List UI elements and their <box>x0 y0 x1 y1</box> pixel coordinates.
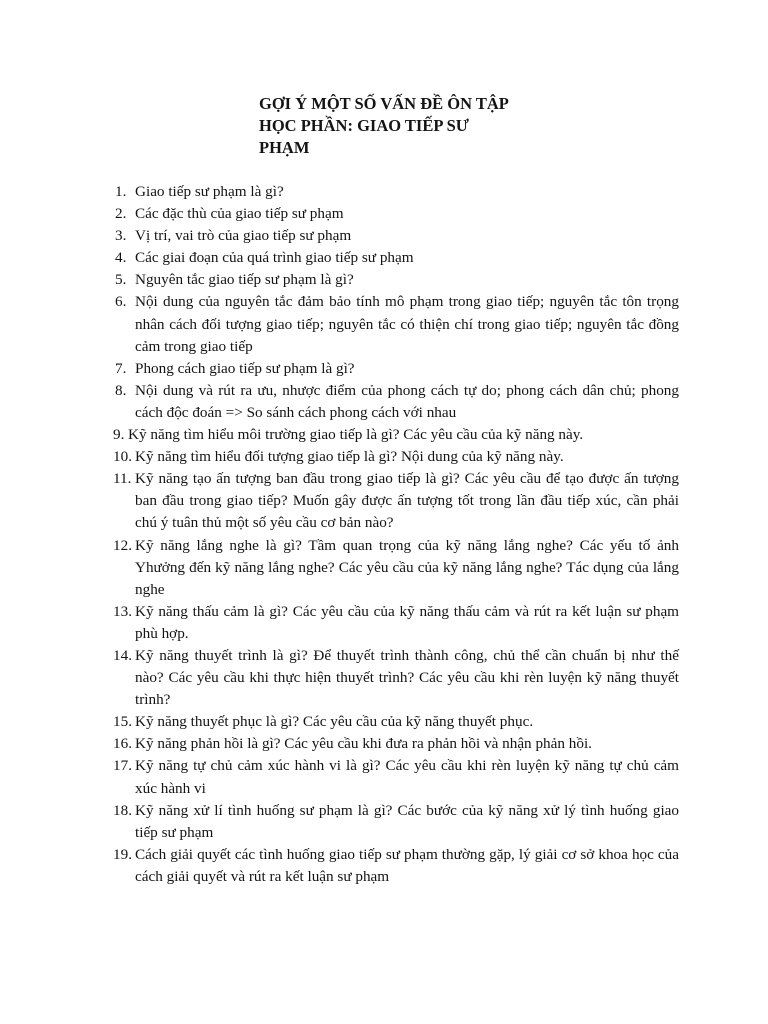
question-text: Vị trí, vai trò của giao tiếp sư phạm <box>135 227 352 245</box>
question-text: Kỹ năng tạo ấn tượng ban đầu trong giao tiếp là gì? Các yêu cầu để tạo được ấn tượng ban đầu trong giao tiếp? Muốn gây được ấn tượng tốt trong lần đầu tiếp xúc, cần phải chú ý tuân thủ một số yêu cầu cơ bản nào? <box>135 470 679 532</box>
question-number: 11. <box>113 470 132 488</box>
title-line-3: PHẠM <box>259 138 310 157</box>
question-number: 2. <box>115 205 127 223</box>
list-item <box>0 446 768 468</box>
list-item <box>0 711 768 733</box>
list-item <box>0 247 768 269</box>
list-item <box>0 181 768 203</box>
question-text: Kỹ năng thấu cảm là gì? Các yêu cầu của kỹ năng thấu cảm và rút ra kết luận sư phạm phù hợp. <box>135 602 679 642</box>
question-number: 13. <box>113 602 132 620</box>
question-text: Nguyên tắc giao tiếp sư phạm là gì? <box>135 271 354 289</box>
list-item <box>0 645 768 711</box>
question-text: Phong cách giao tiếp sư phạm là gì? <box>135 359 355 377</box>
question-text: Kỹ năng lắng nghe là gì? Tầm quan trọng của kỹ năng lắng nghe? Các yếu tố ảnh Yhưởng đến kỹ năng lắng nghe? Các yêu cầu của kỹ năng lắng nghe? Tác dụng của lắng nghe <box>135 536 679 598</box>
list-item <box>0 358 768 380</box>
document-title <box>259 93 519 159</box>
question-number: 10. <box>113 448 132 466</box>
question-list <box>0 181 768 888</box>
question-number: 5. <box>115 271 127 289</box>
list-item <box>0 733 768 755</box>
list-item <box>0 291 768 357</box>
list-item <box>0 601 768 645</box>
question-text: Kỹ năng thuyết phục là gì? Các yêu cầu của kỹ năng thuyết phục. <box>135 713 534 731</box>
question-text: Kỹ năng tìm hiểu môi trường giao tiếp là gì? Các yêu cầu của kỹ năng này. <box>128 426 584 444</box>
question-text: Kỹ năng phản hồi là gì? Các yêu cầu khi đưa ra phản hồi và nhận phản hồi. <box>135 735 592 753</box>
question-number: 17. <box>113 757 132 775</box>
list-item <box>0 844 768 888</box>
question-text: Kỹ năng tìm hiểu đối tượng giao tiếp là gì? Nội dung của kỹ năng này. <box>135 448 564 466</box>
title-line-2: HỌC PHẦN: GIAO TIẾP SƯ <box>259 116 469 135</box>
question-number: 6. <box>115 293 127 311</box>
question-text: Các đặc thù của giao tiếp sư phạm <box>135 205 344 223</box>
question-number: 3. <box>115 227 127 245</box>
question-number: 14. <box>113 646 132 664</box>
question-text: Kỹ năng xử lí tình huống sư phạm là gì? Các bước của kỹ năng xử lý tình huống giao tiếp sư phạm <box>135 801 679 841</box>
list-item <box>0 800 768 844</box>
question-text: Kỹ năng tự chủ cảm xúc hành vi là gì? Các yêu cầu khi rèn luyện kỹ năng tự chủ cảm xúc hành vi <box>135 757 679 797</box>
list-item <box>0 468 768 534</box>
question-number: 18. <box>113 801 132 819</box>
title-line-1: GỢI Ý MỘT SỐ VẤN ĐỀ ÔN TẬP <box>259 94 509 113</box>
question-number: 7. <box>115 359 127 377</box>
list-item <box>0 755 768 799</box>
question-number: 15. <box>113 713 132 731</box>
question-number: 9. <box>113 426 125 444</box>
question-number: 16. <box>113 735 132 753</box>
question-number: 8. <box>115 381 127 399</box>
question-text: Nội dung của nguyên tắc đảm bảo tính mô phạm trong giao tiếp; nguyên tắc tôn trọng nhân cách đối tượng giao tiếp; nguyên tắc có thiện chí trong giao tiếp; nguyên tắc đồng cảm trong giao tiếp <box>135 293 679 355</box>
question-number: 12. <box>113 536 132 554</box>
question-number: 4. <box>115 249 127 267</box>
question-text: Nội dung và rút ra ưu, nhược điểm của phong cách tự do; phong cách dân chủ; phong cách độc đoán => So sánh cách phong cách với nhau <box>135 381 679 421</box>
list-item <box>0 203 768 225</box>
question-text: Các giai đoạn của quá trình giao tiếp sư phạm <box>135 249 414 267</box>
question-text: Cách giải quyết các tình huống giao tiếp sư phạm thường gặp, lý giải cơ sở khoa học của cách giải quyết và rút ra kết luận sư phạm <box>135 845 679 885</box>
question-text: Kỹ năng thuyết trình là gì? Để thuyết trình thành công, chủ thể cần chuẩn bị như thế nào? Các yêu cầu khi thực hiện thuyết trình? Các yêu cầu khi rèn luyện kỹ năng thuyết trình? <box>135 646 679 709</box>
list-item <box>0 269 768 291</box>
list-item <box>0 380 768 424</box>
question-number: 1. <box>115 183 127 200</box>
question-text: Giao tiếp sư phạm là gì? <box>135 183 284 200</box>
list-item <box>0 225 768 247</box>
question-number: 19. <box>113 845 132 863</box>
list-item <box>0 424 768 446</box>
list-item <box>0 535 768 601</box>
